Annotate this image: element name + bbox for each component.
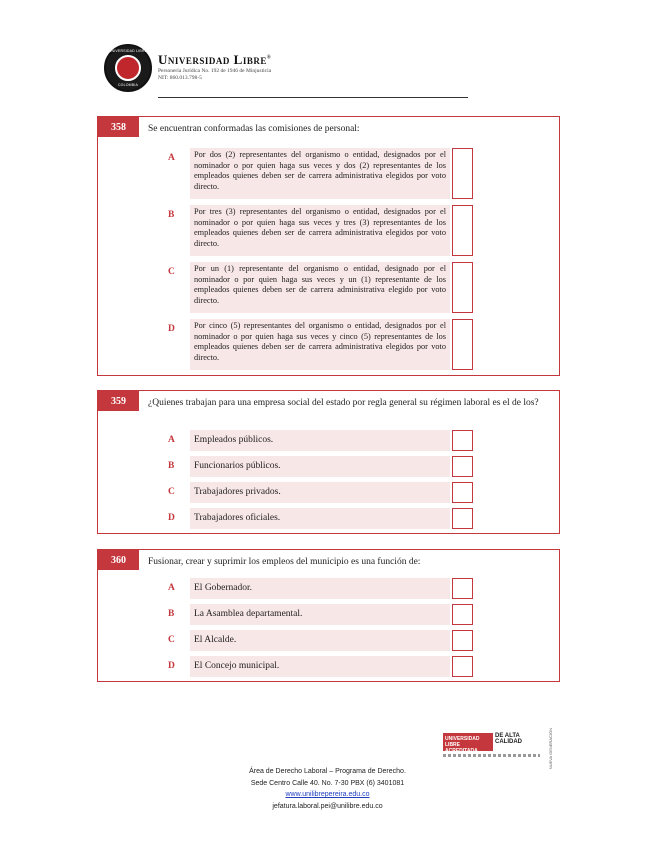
answer-checkbox[interactable] — [452, 656, 473, 677]
university-subtitle — [158, 68, 318, 82]
accreditation-logo — [443, 733, 540, 761]
option-text: Por dos (2) representantes del organismo o entidad, designados por el nominador o por quien haga sus veces y dos (2) representantes de los empleados quienes deben ser de carrera administrativa elegidos por voto directo. — [190, 148, 450, 199]
seal-bottom-text: COLOMBIA — [117, 83, 139, 87]
subtitle-line-2: NIT: 860.013.798-5 — [158, 75, 202, 81]
option-letter: B — [168, 609, 175, 619]
option-text: Trabajadores privados. — [190, 482, 450, 503]
option-text: Por cinco (5) representantes del organismo o entidad, designados por el nominador o por quien haga sus veces y cinco (5) representantes de los empleados quienes deben ser de carrera administrativa elegidos por voto directo. — [190, 319, 450, 370]
answer-checkbox[interactable] — [452, 630, 473, 651]
question-text: Fusionar, crear y suprimir los empleos del municipio es una función de: — [148, 557, 421, 567]
university-seal-logo — [104, 44, 152, 92]
question-card-358 — [97, 116, 560, 376]
option-text: Trabajadores oficiales. — [190, 508, 450, 529]
option-letter: C — [168, 487, 175, 497]
side-code: NUEVA GENERACIÓN — [548, 728, 553, 770]
option-letter: A — [168, 583, 175, 593]
footer-address: Sede Centro Calle 40. No. 7-30 PBX (6) 3401081 — [250, 779, 405, 787]
option-letter: D — [168, 661, 175, 671]
question-text: Se encuentran conformadas las comisiones de personal: — [148, 124, 360, 134]
answer-checkbox[interactable] — [452, 578, 473, 599]
question-card-359 — [97, 390, 560, 534]
option-text: Empleados públicos. — [190, 430, 450, 451]
option-text: Por un (1) representante del organismo o entidad, designado por el nominador o por quien haga sus veces y un (1) representante de los empleados quienes deben ser de carrera administrativa elegido por voto directo. — [190, 262, 450, 313]
answer-checkbox[interactable] — [452, 205, 473, 256]
accreditation-logo-left: UNIVERSIDAD LIBRE ACREDITADA — [443, 733, 493, 751]
option-text: Funcionarios públicos. — [190, 456, 450, 477]
option-text: Por tres (3) representantes del organismo o entidad, designados por el nominador o por quien haga sus veces y tres (3) representantes de los empleados quienes deben ser de carrera administrativa elegidos por voto directo. — [190, 205, 450, 256]
option-letter: A — [168, 153, 175, 163]
option-letter: D — [168, 513, 175, 523]
option-letter: D — [168, 324, 175, 334]
option-text: El Concejo municipal. — [190, 656, 450, 677]
option-text: El Gobernador. — [190, 578, 450, 599]
footer-department: Área de Derecho Laboral – Programa de Derecho. — [249, 768, 406, 775]
option-letter: B — [168, 461, 175, 471]
answer-checkbox[interactable] — [452, 508, 473, 529]
option-letter: C — [168, 267, 175, 277]
accreditation-logo-right: DE ALTA CALIDAD — [495, 733, 522, 745]
answer-checkbox[interactable] — [452, 482, 473, 503]
answer-checkbox[interactable] — [452, 604, 473, 625]
option-letter: A — [168, 435, 175, 445]
answer-checkbox[interactable] — [452, 148, 473, 199]
option-text: La Asamblea departamental. — [190, 604, 450, 625]
subtitle-line-1: Personería Jurídica No. 192 de 1946 de Minjusticia — [158, 68, 272, 74]
seal-top-text: UNIVERSIDAD LIBRE — [108, 49, 148, 53]
option-letter: C — [168, 635, 175, 645]
question-number: 360 — [98, 550, 139, 570]
question-card-360 — [97, 549, 560, 682]
answer-checkbox[interactable] — [452, 430, 473, 451]
university-name: Universidad Libre® — [158, 52, 272, 67]
footer-website-link[interactable]: www.unilibrepereira.edu.co — [285, 791, 370, 798]
footer-email[interactable]: jefatura.laboral.pei@unilibre.edu.co — [272, 802, 383, 810]
accreditation-logo-bar — [443, 754, 540, 757]
option-text: El Alcalde. — [190, 630, 450, 651]
page-footer — [180, 766, 475, 812]
question-text: ¿Quienes trabajan para una empresa social del estado por regla general su régimen laboral es el de los? — [148, 398, 539, 408]
question-number: 358 — [98, 117, 139, 137]
seal-center-emblem — [115, 55, 141, 81]
answer-checkbox[interactable] — [452, 262, 473, 313]
answer-checkbox[interactable] — [452, 319, 473, 370]
answer-checkbox[interactable] — [452, 456, 473, 477]
question-number: 359 — [98, 391, 139, 411]
header-divider — [158, 97, 468, 98]
university-header — [104, 44, 468, 100]
option-letter: B — [168, 210, 175, 220]
